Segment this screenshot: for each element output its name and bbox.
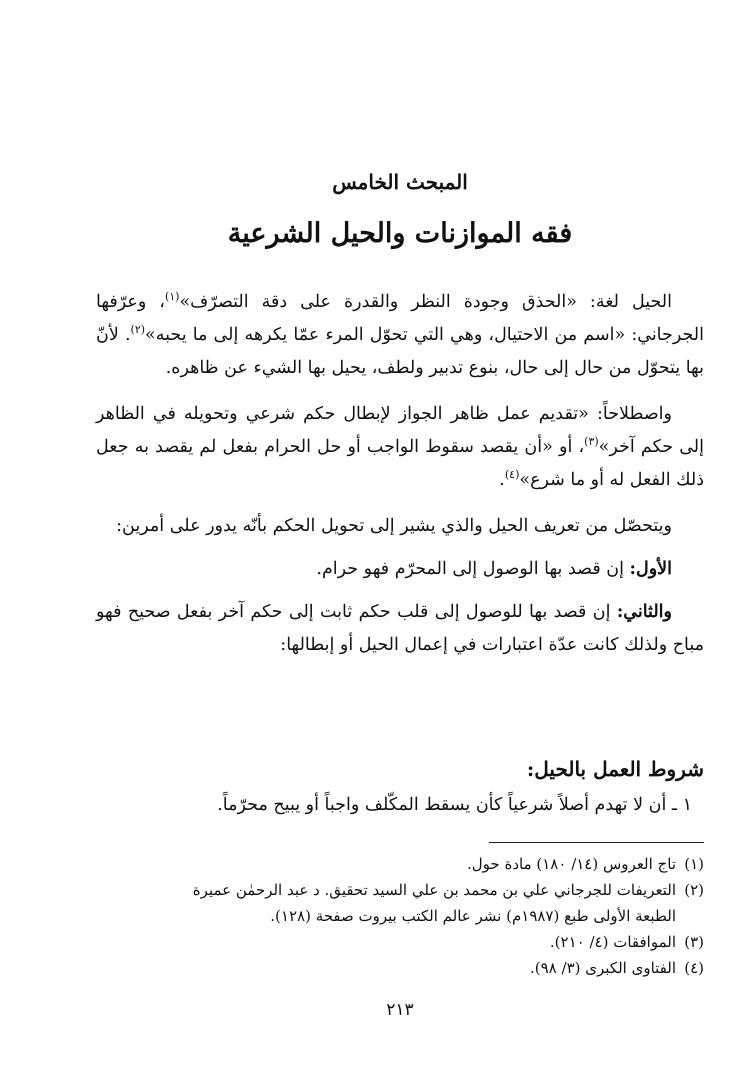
footnote-number: (٤)	[684, 959, 704, 977]
footnote-divider	[489, 842, 704, 843]
footnotes	[96, 851, 704, 981]
book-page	[96, 0, 704, 1088]
page-number: ٢١٣	[386, 1000, 414, 1020]
conditions-heading: شروط العمل بالحيل:	[526, 757, 704, 781]
footnote-text: التعريفات للجرجاني علي بن محمد بن علي السيد تحقيق. د عبد الرحمٰن عميرة	[192, 881, 676, 899]
paragraph-text: ، أو «أن يقصد سقوط الواجب أو حل الحرام بفعل لم يقصد به جعل ذلك الفعل له أو ما شرع»	[96, 437, 704, 490]
footnote-ref-3[interactable]: (٣)	[584, 435, 599, 448]
footnote-ref-1[interactable]: (١)	[164, 290, 180, 303]
footnote-number: (٣)	[684, 933, 704, 951]
footnote-ref-2[interactable]: (٢)	[130, 323, 146, 336]
paragraph-text: الحيل لغة: «الحذق وجودة النظر والقدرة على دقة التصرّف»	[179, 292, 672, 312]
footnote-text: تاج العروس (١٤/ ١٨٠) مادة حول.	[467, 855, 676, 873]
first-matter-lead: الأول:	[629, 559, 672, 579]
footnote-text: الفتاوى الكبرى (٣/ ٩٨).	[529, 959, 676, 977]
body-text	[96, 286, 704, 675]
paragraph-text: واصطلاحاً: «تقديم عمل ظاهر الجواز لإبطال حكم شرعي وتحويله في الظاهر إلى حكم آخر»	[96, 404, 704, 457]
second-matter-lead: والثاني:	[616, 602, 672, 622]
paragraph-second-matter	[96, 596, 704, 662]
footnote-2	[96, 877, 704, 903]
paragraph-definition-linguistic	[96, 286, 704, 385]
footnote-number: (١)	[684, 855, 704, 873]
paragraph-definition-technical	[96, 398, 704, 497]
footnote-text: الموافقات (٤/ ٢١٠).	[549, 933, 676, 951]
second-matter-text: إن قصد بها للوصول إلى قلب حكم ثابت إلى حكم آخر بفعل صحيح فهو مباح ولذلك كانت عدّة اعتبارات في إعمال الحيل أو إبطالها:	[96, 602, 704, 655]
footnote-4	[96, 955, 704, 981]
footnote-2-continuation: الطبعة الأولى طبع (١٩٨٧م) نشر عالم الكتب بيروت صفحة (١٢٨).	[270, 907, 676, 925]
first-matter-text: إن قصد بها الوصول إلى المحرّم فهو حرام.	[316, 559, 630, 579]
chapter-title: فقه الموازنات والحيل الشرعية	[227, 218, 573, 249]
paragraph-text: ، وعرّفها الجرجاني: «اسم من الاحتيال، وهي التي تحوّل المرء عمّا يكرهه إلى ما يحبه»	[96, 292, 704, 345]
footnote-ref-4[interactable]: (٤)	[504, 468, 520, 481]
section-label: المبحث الخامس	[332, 170, 468, 194]
paragraph-text: . لأنّ بها يتحوّل من حال إلى حال، بنوع تدبير ولطف، يحيل بها الشيء عن ظاهره.	[96, 325, 704, 378]
footnote-3	[96, 929, 704, 955]
paragraph-first-matter	[96, 553, 704, 586]
footnote-number: (٢)	[684, 881, 704, 899]
condition-item-1: ١ ـ أن لا تهدم أصلاً شرعياً كأن يسقط المكّلف واجباً أو يبيح محرّماً.	[217, 795, 692, 815]
footnote-1	[96, 851, 704, 877]
paragraph-text: .	[499, 470, 505, 490]
paragraph-two-matters: ويتحصّل من تعريف الحيل والذي يشير إلى تحويل الحكم بأنّه يدور على أمرين:	[116, 516, 672, 536]
